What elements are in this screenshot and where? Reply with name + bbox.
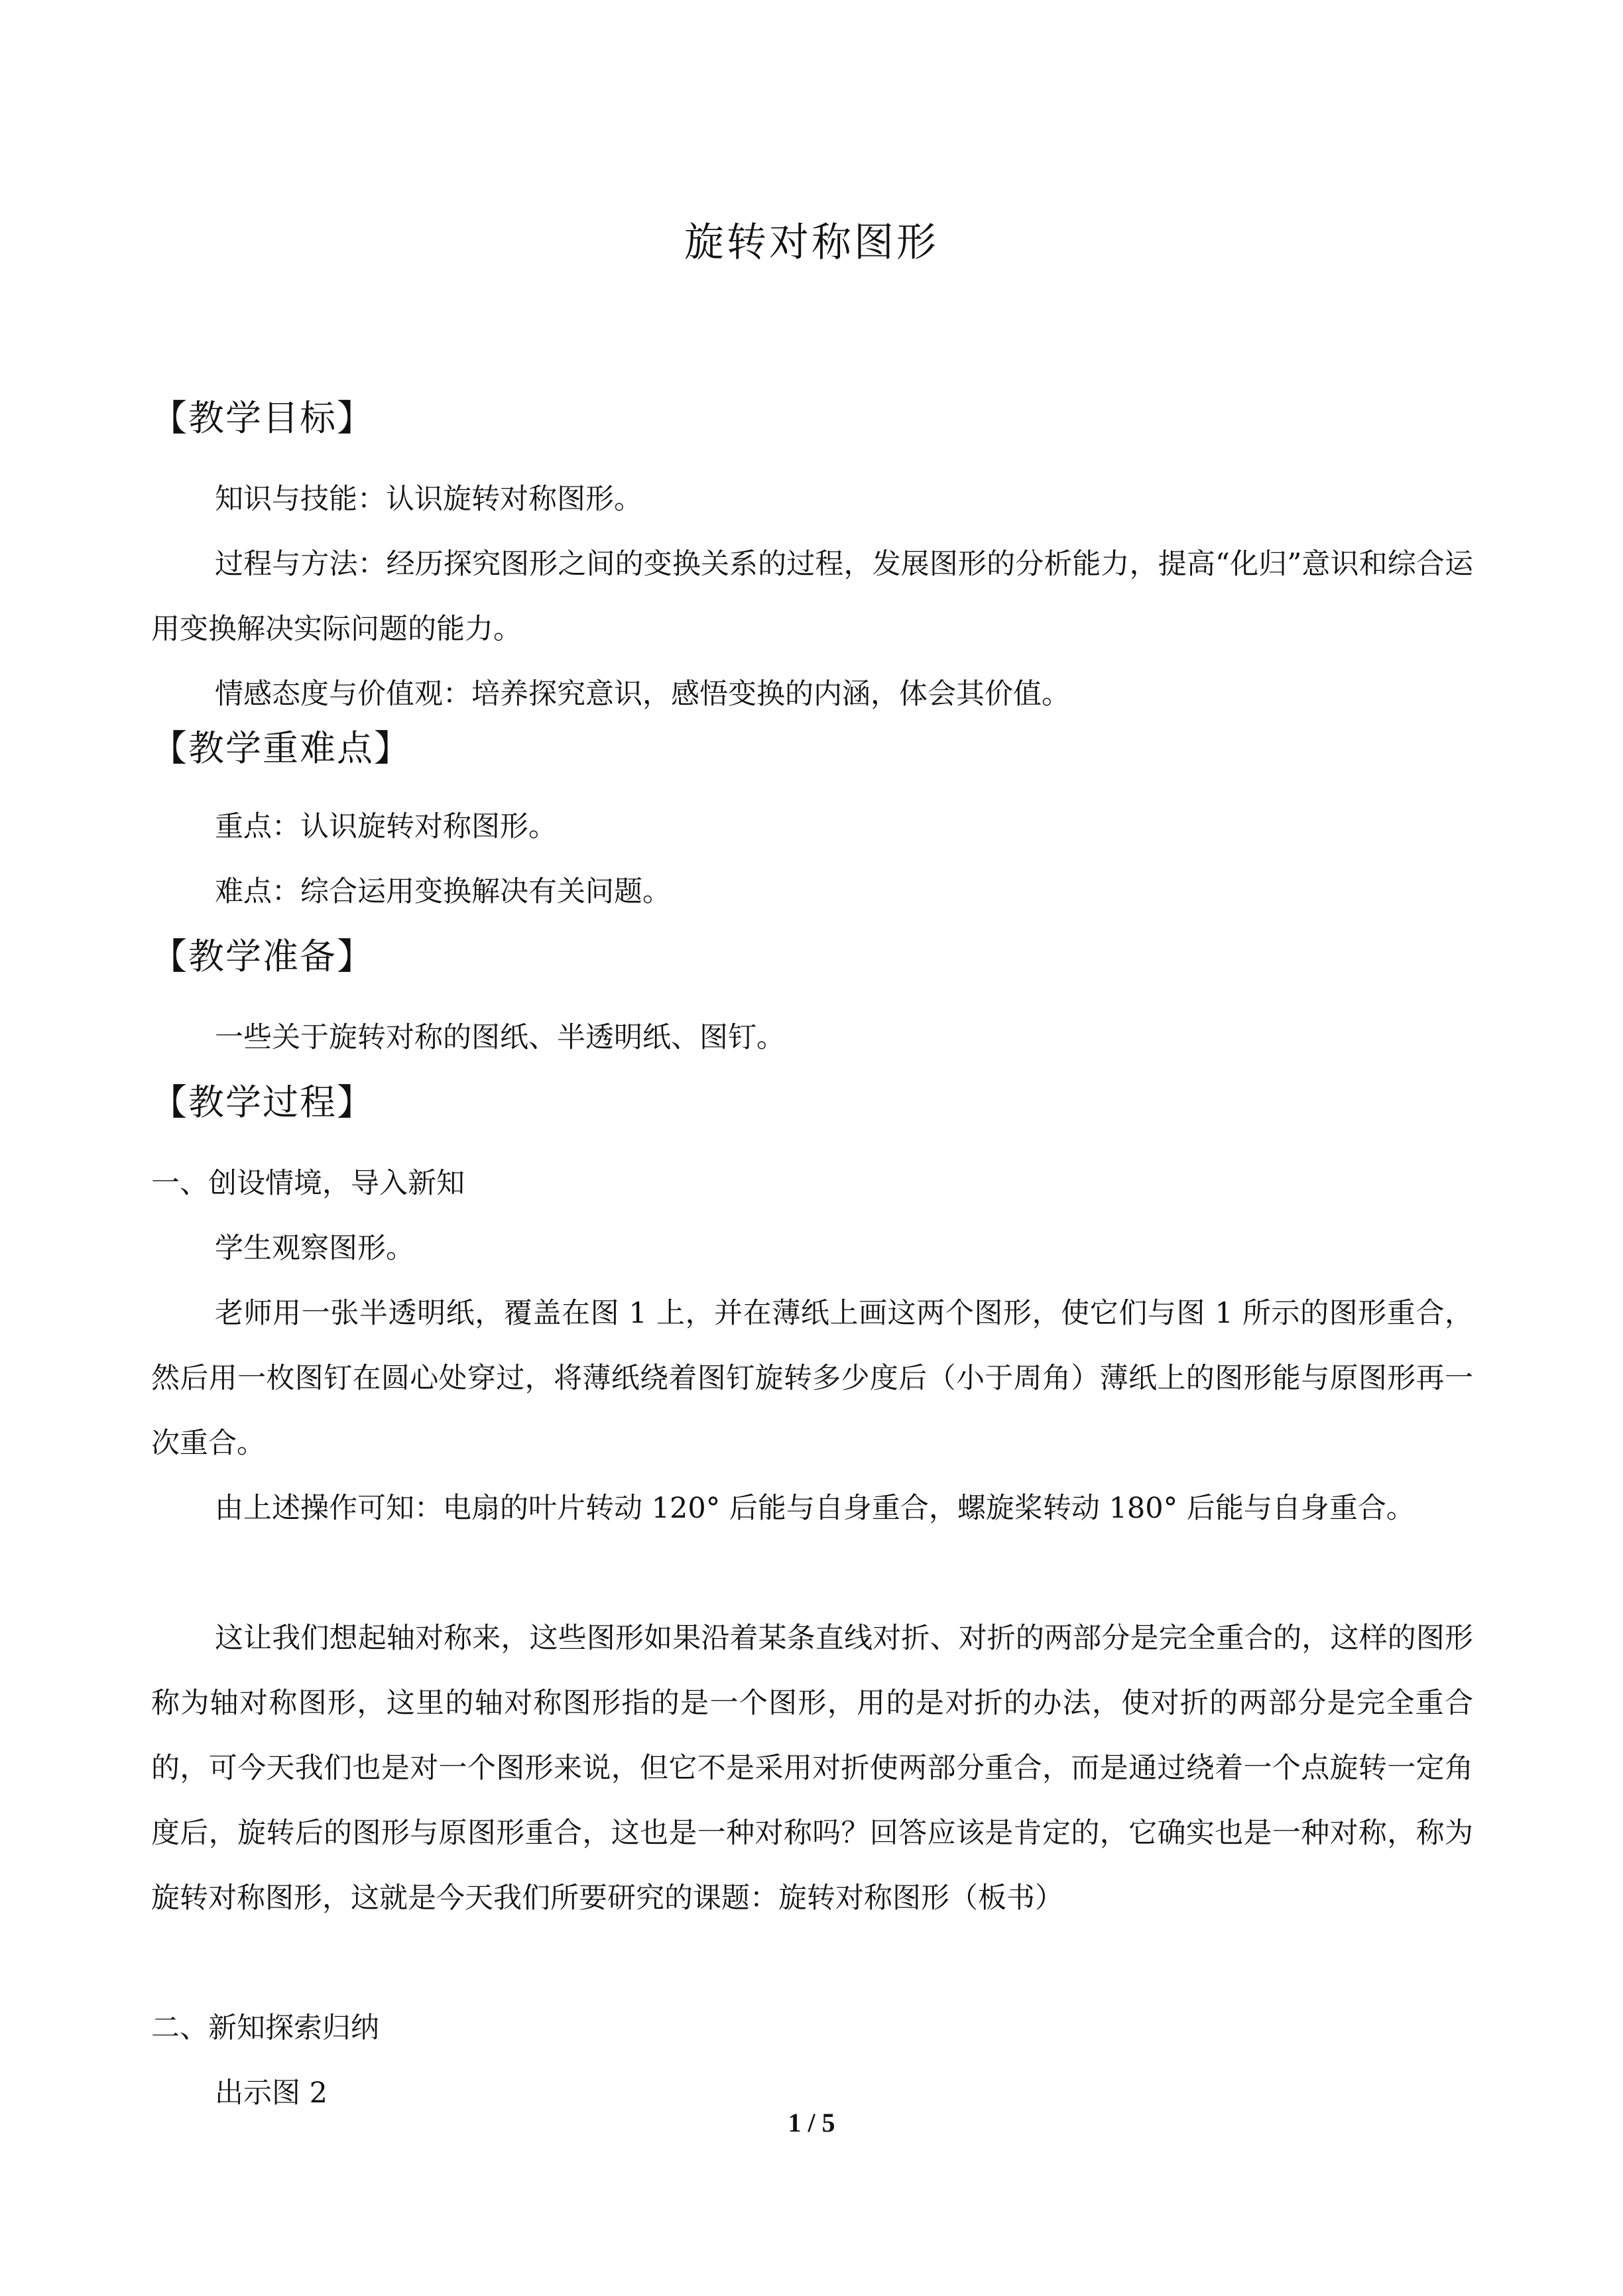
process-part1-title: 一、创设情境，导入新知 — [151, 1167, 465, 1200]
section-heading-preparation: 【教学准备】 — [151, 936, 374, 977]
objective-knowledge: 知识与技能：认识旋转对称图形。 — [215, 483, 642, 516]
difficult-point: 难点：综合运用变换解决有关问题。 — [215, 875, 671, 908]
process-paragraph-axis-symmetry: 这让我们想起轴对称来，这些图形如果沿着某条直线对折、对折的两部分是完全重合的，这样的图形称为轴对称图形，这里的轴对称图形指的是一个图形，用的是对折的办法，使对折的两部分是完全重合的，可今天我们也是对一个图形来说，但它不是采用对折使两部分重合，而是通过绕着一个点旋转一定角度后，旋转后的图形与原图形重合，这也是一种对称吗？回答应该是肯定的，它确实也是一种对称，称为旋转对称图形，这就是今天我们所要研究的课题：旋转对称图形（板书） — [151, 1622, 1473, 1915]
preparation-text: 一些关于旋转对称的图纸、半透明纸、图钉。 — [215, 1021, 785, 1054]
process-paragraph-operation: 老师用一张半透明纸，覆盖在图 1 上，并在薄纸上画这两个图形，使它们与图 1 所示的图形重合，然后用一枚图钉在圆心处穿过，将薄纸绕着图钉旋转多少度后（小于周角）薄纸上的图形能与原图形再一次重合。 — [151, 1297, 1473, 1460]
section-heading-key-points: 【教学重难点】 — [151, 727, 411, 769]
process-part2-title: 二、新知探索归纳 — [151, 2012, 379, 2045]
objective-process: 过程与方法：经历探究图形之间的变换关系的过程，发展图形的分析能力，提高“化归”意识和综合运用变换解决实际问题的能力。 — [151, 548, 1473, 646]
section-heading-objectives: 【教学目标】 — [151, 397, 374, 439]
key-point: 重点：认识旋转对称图形。 — [215, 810, 557, 843]
process-paragraph-observe: 学生观察图形。 — [215, 1232, 414, 1265]
document-title: 旋转对称图形 — [684, 219, 939, 266]
page-number: 1 / 5 — [788, 2108, 835, 2138]
objective-attitude: 情感态度与价值观：培养探究意识，感悟变换的内涵，体会其价值。 — [215, 678, 1070, 711]
process-paragraph-conclusion: 由上述操作可知：电扇的叶片转动 120° 后能与自身重合，螺旋桨转动 180° 后能与自身重合。 — [215, 1492, 1415, 1525]
process-paragraph-figure2: 出示图 2 — [215, 2077, 328, 2110]
section-heading-process: 【教学过程】 — [151, 1081, 374, 1123]
